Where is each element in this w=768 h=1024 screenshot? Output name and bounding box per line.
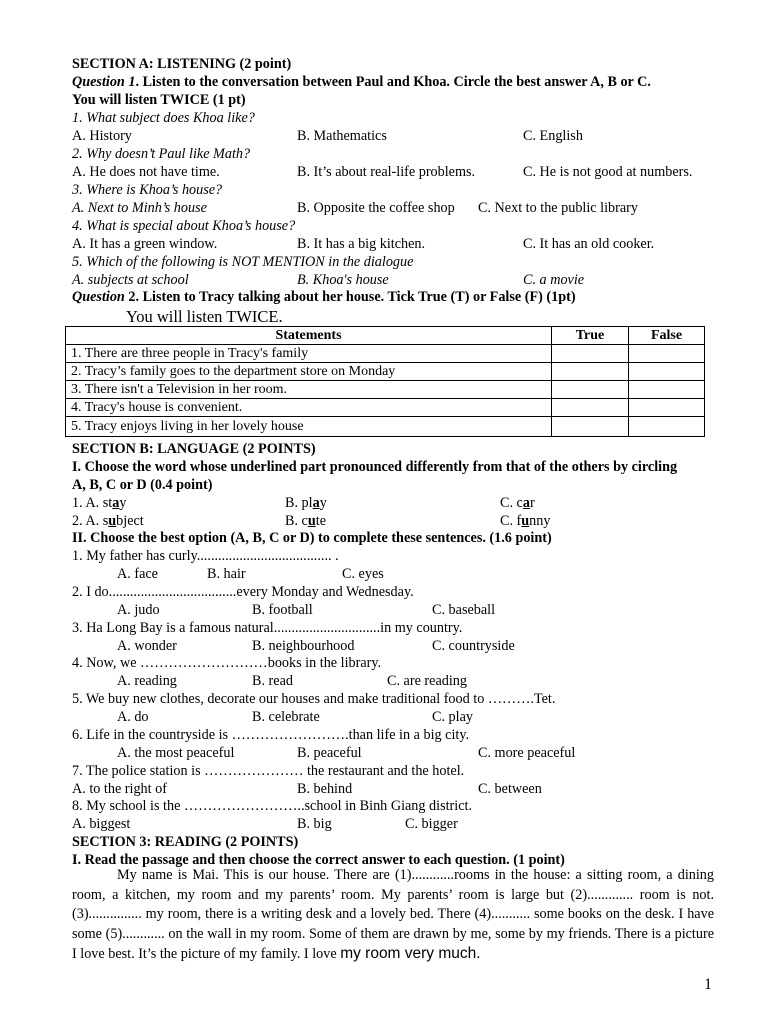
option-c: C. English: [523, 128, 583, 144]
table-row: [66, 399, 705, 417]
question-text: 3. Ha Long Bay is a famous natural..............................in my country.: [72, 620, 463, 636]
table-row: [66, 363, 705, 381]
option-b: B. celebrate: [252, 709, 320, 725]
false-cell: [629, 417, 705, 437]
option-a: A. subjects at school: [72, 272, 189, 288]
option-b: B. peaceful: [297, 745, 362, 761]
option-b: [285, 512, 326, 530]
option-c: C. bigger: [405, 816, 458, 832]
option-b: B. It’s about real-life problems.: [297, 164, 476, 180]
option-b: B. big: [297, 816, 332, 832]
question-text: 1. What subject does Khoa like?: [72, 110, 255, 126]
true-cell: [552, 363, 629, 381]
statement-cell: 5. Tracy enjoys living in her lovely house: [66, 417, 552, 437]
true-cell: [552, 345, 629, 363]
option-b: B. Khoa's house: [297, 272, 389, 288]
option-c: C. are reading: [387, 673, 467, 689]
underlined-letter: a: [112, 495, 120, 511]
statements-table: [65, 326, 705, 437]
option-a: [72, 512, 144, 530]
option-a: A. reading: [117, 673, 177, 689]
option-b: B. behind: [297, 781, 353, 797]
header-statements: Statements: [66, 327, 552, 345]
option-a: A. He does not have time.: [72, 164, 220, 180]
question-text: 6. Life in the countryside is …………………….than life in a big city.: [72, 727, 470, 743]
header-true: True: [552, 327, 629, 345]
option-b: B. read: [252, 673, 293, 689]
statement-cell: 4. Tracy's house is convenient.: [66, 399, 552, 417]
word-end: nny: [529, 513, 551, 529]
question-text: 7. The police station is ………………… the restaurant and the hotel.: [72, 763, 465, 779]
option-number: 2. A.: [72, 513, 103, 529]
statement-cell: 2. Tracy’s family goes to the department store on Monday: [66, 363, 552, 381]
underlined-letter: u: [108, 513, 117, 529]
word-start: st: [102, 495, 113, 511]
question-text: 4. What is special about Khoa’s house?: [72, 218, 296, 234]
word-end: r: [529, 495, 535, 511]
question-text: 2. Why doesn’t Paul like Math?: [72, 146, 251, 162]
word-start: C. f: [500, 513, 522, 529]
option-b: B. hair: [207, 566, 246, 582]
header-false: False: [629, 327, 705, 345]
question-text: 2. I do....................................every Monday and Wednesday.: [72, 584, 414, 600]
underlined-letter: a: [522, 495, 530, 511]
option-number: 1. A.: [72, 495, 103, 511]
false-cell: [629, 345, 705, 363]
question-text: 5. Which of the following is NOT MENTION in the dialogue: [72, 254, 414, 270]
option-a: A. Next to Minh’s house: [72, 200, 207, 216]
underlined-letter: u: [521, 513, 530, 529]
option-c: C. a movie: [523, 272, 585, 288]
option-c: C. more peaceful: [478, 745, 576, 761]
false-cell: [629, 381, 705, 399]
true-cell: [552, 417, 629, 437]
option-b: [285, 494, 327, 512]
option-b: B. football: [252, 602, 313, 618]
question-text: 8. My school is the ……………………..school in Binh Giang district.: [72, 798, 472, 814]
option-a: A. History: [72, 128, 132, 144]
option-c: C. Next to the public library: [478, 200, 638, 216]
option-a: A. wonder: [117, 638, 177, 654]
option-a: A. face: [117, 566, 158, 582]
word-end: y: [119, 495, 127, 511]
option-c: [500, 512, 550, 530]
table-row: [66, 345, 705, 363]
option-a: [72, 494, 126, 512]
option-c: C. eyes: [342, 566, 384, 582]
question-text: 3. Where is Khoa’s house?: [72, 182, 223, 198]
underlined-letter: a: [312, 495, 320, 511]
word-end: bject: [116, 513, 144, 529]
option-c: C. countryside: [432, 638, 515, 654]
word-start: C. c: [500, 495, 523, 511]
table-row: [66, 381, 705, 399]
table-row: [66, 417, 705, 437]
option-a: A. biggest: [72, 816, 131, 832]
question-text: 5. We buy new clothes, decorate our houses and make traditional food to ……….Tet.: [72, 691, 556, 707]
option-a: A. the most peaceful: [117, 745, 235, 761]
option-b: B. Mathematics: [297, 128, 387, 144]
option-c: C. baseball: [432, 602, 496, 618]
option-a: A. It has a green window.: [72, 236, 218, 252]
word-end: y: [319, 495, 327, 511]
option-a: A. judo: [117, 602, 160, 618]
option-a: A. do: [117, 709, 149, 725]
word-start: B. c: [285, 513, 308, 529]
statement-cell: 1. There are three people in Tracy's family: [66, 345, 552, 363]
question-text: 4. Now, we ………………………books in the library.: [72, 655, 382, 671]
true-cell: [552, 399, 629, 417]
question-text: 1. My father has curly...................................... .: [72, 548, 339, 564]
word-start: s: [102, 513, 109, 529]
statement-cell: 3. There isn't a Television in her room.: [66, 381, 552, 399]
option-b: B. It has a big kitchen.: [297, 236, 426, 252]
option-c: C. play: [432, 709, 473, 725]
option-b: B. Opposite the coffee shop: [297, 200, 455, 216]
option-c: C. It has an old cooker.: [523, 236, 655, 252]
word-start: B. pl: [285, 495, 313, 511]
option-b: B. neighbourhood: [252, 638, 355, 654]
option-c: [500, 494, 535, 512]
option-c: C. between: [478, 781, 542, 797]
true-cell: [552, 381, 629, 399]
option-a: A. to the right of: [72, 781, 167, 797]
option-c: C. He is not good at numbers.: [523, 164, 693, 180]
false-cell: [629, 363, 705, 381]
false-cell: [629, 399, 705, 417]
word-end: te: [315, 513, 326, 529]
reading-passage: My name is Mai. This is our house. There are (1)............rooms in the house: a sitting room, a dining room, a kitchen, my room and my parents’ room. My parents’ room is large but (2)............. room is not. (3)............... my room, there is a writing desk and a lovely bed. There (4)........... some books on the desk. I have some (5)............ on the wall in my room. Some of them are drawn by me, some by my friends. There is a picture I love best. It’s the picture of my family. I love my room very much.: [72, 867, 714, 962]
underlined-letter: u: [307, 513, 316, 529]
